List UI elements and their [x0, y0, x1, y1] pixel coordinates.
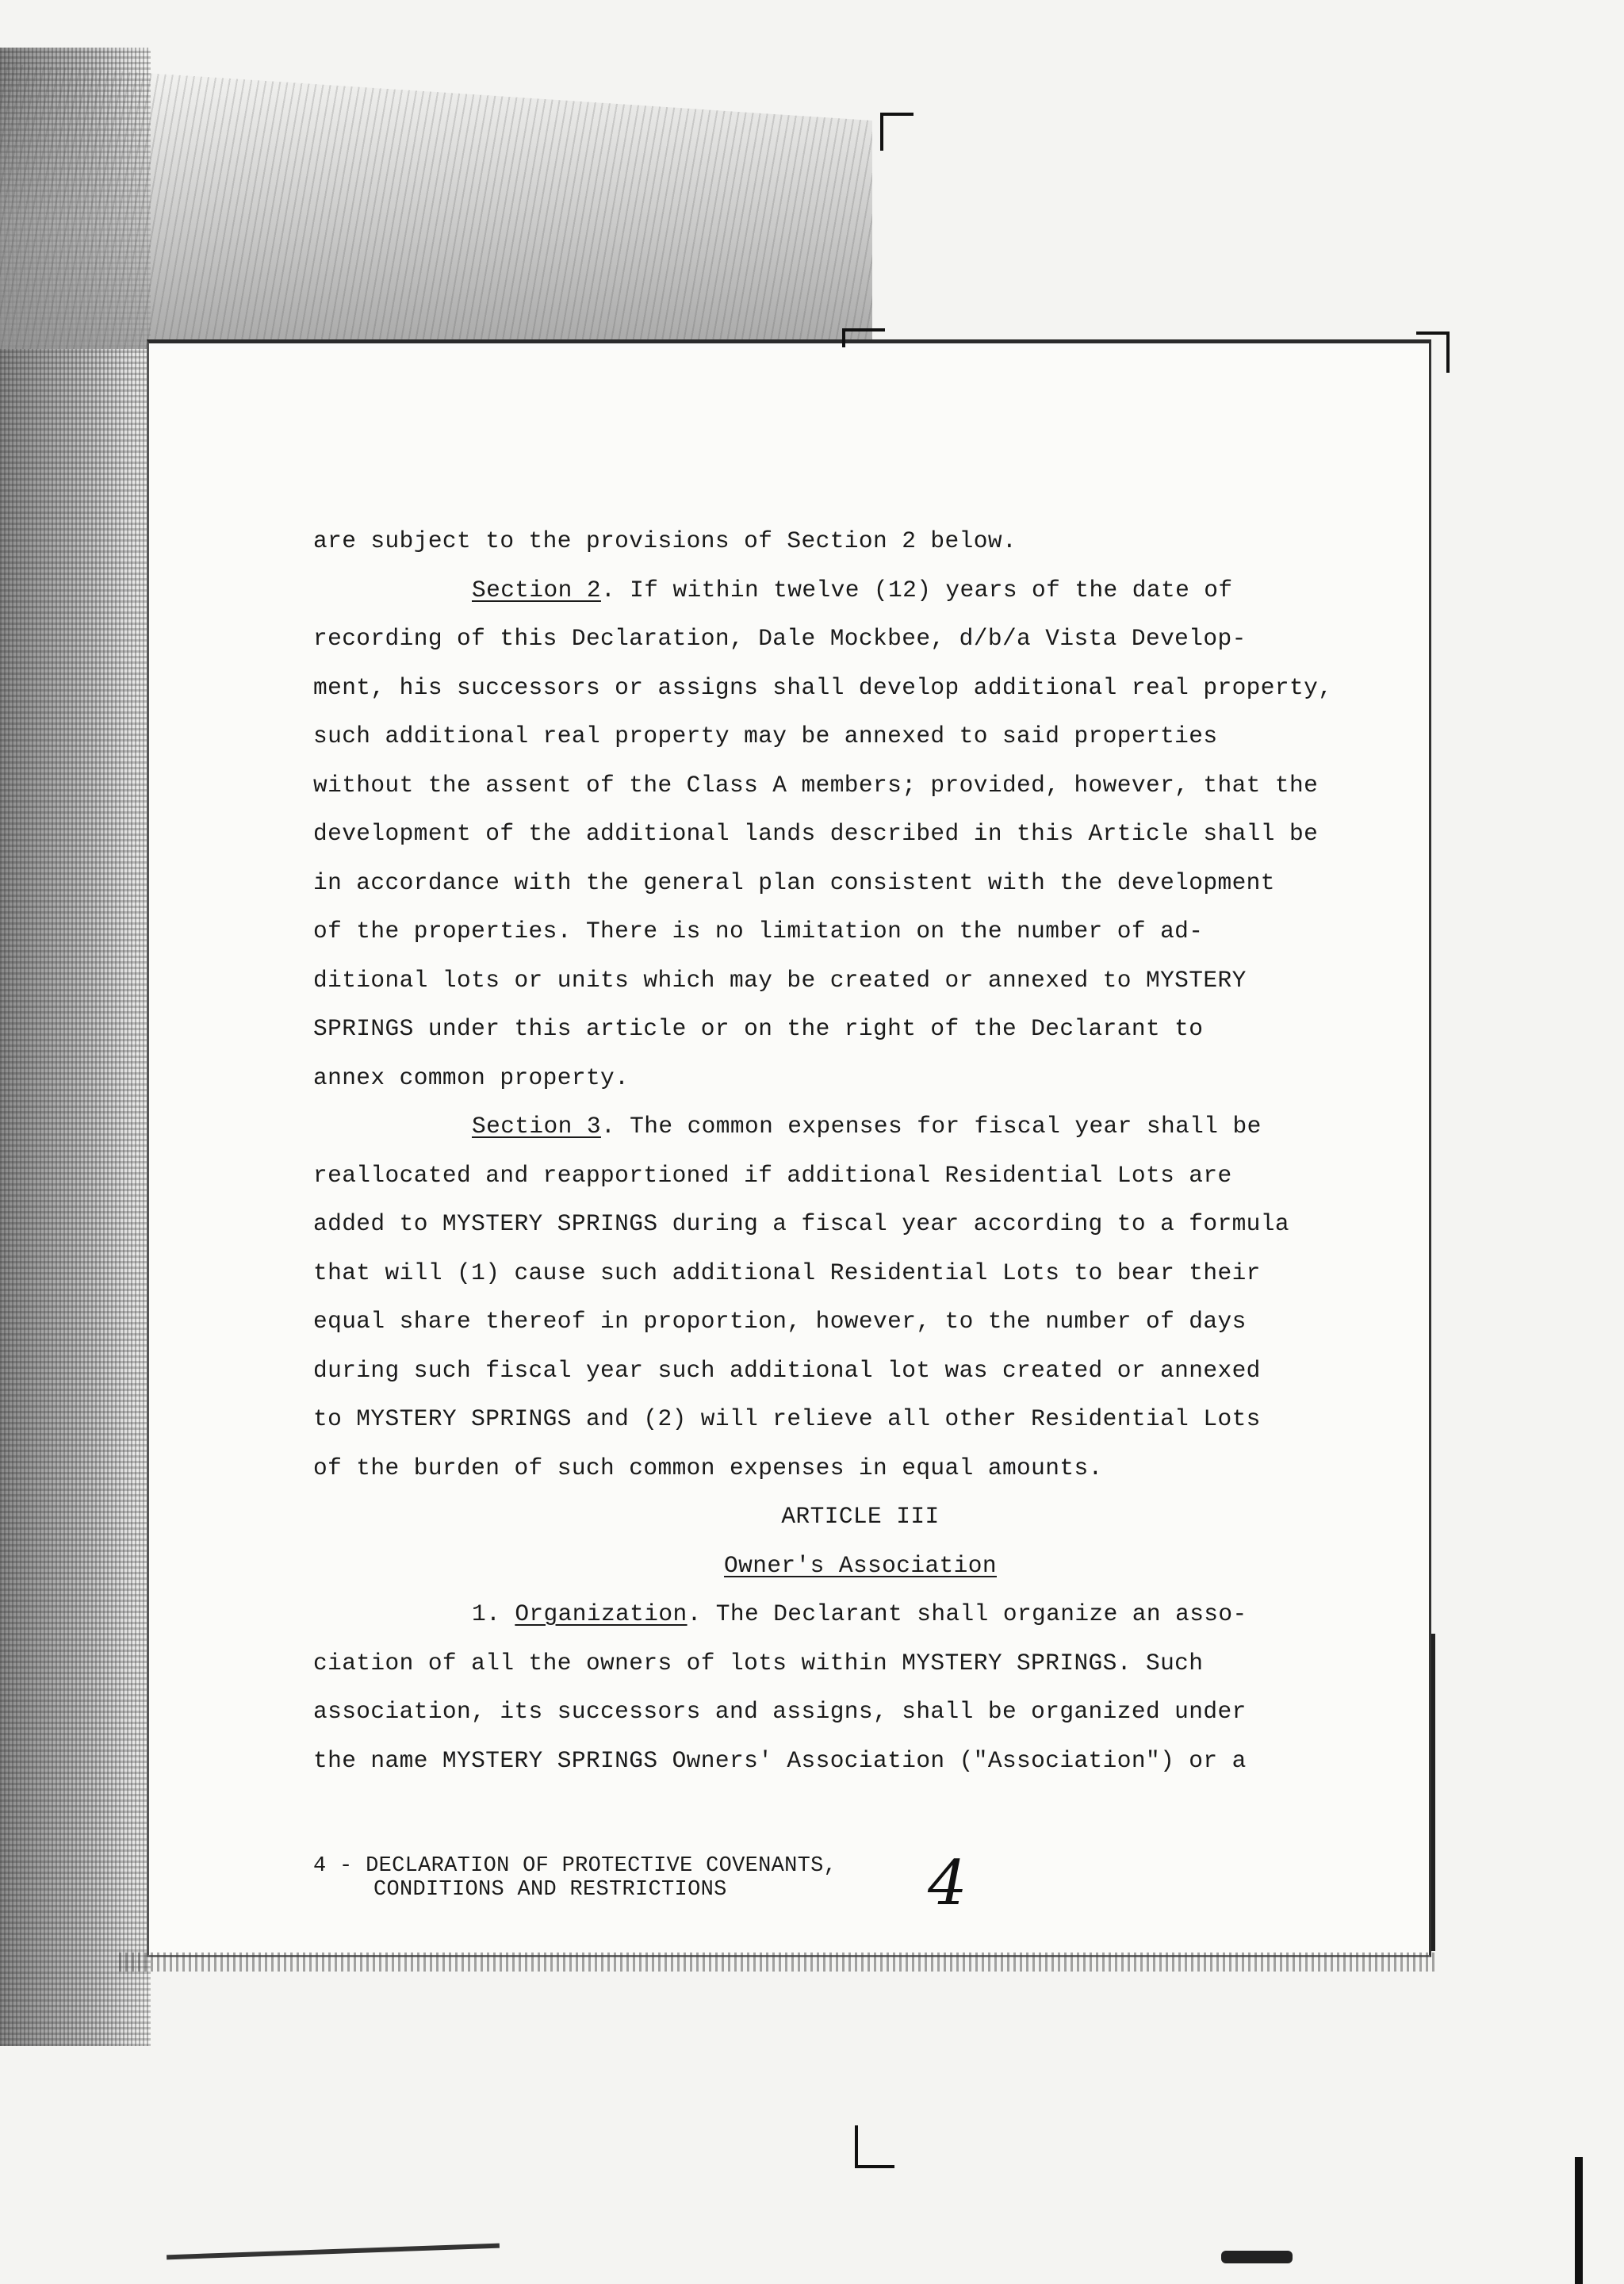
scan-noise-top [0, 63, 872, 349]
footer-title-1: DECLARATION OF PROTECTIVE COVENANTS, [366, 1854, 837, 1878]
body-line: during such fiscal year such additional lot was created or annexed [313, 1356, 1261, 1384]
body-line: equal share thereof in proportion, however, to the number of days [313, 1308, 1247, 1335]
body-line: association, its successors and assigns, shall be organized under [313, 1698, 1247, 1725]
body-line: of the properties. There is no limitation on the number of ad- [313, 918, 1204, 945]
scan-edge-bar [1575, 2157, 1583, 2284]
body-line: without the assent of the Class A members; provided, however, that the [313, 771, 1319, 799]
body-line: such additional real property may be annexed to said properties [313, 722, 1218, 749]
body-line: SPRINGS under this article or on the right of the Declarant to [313, 1015, 1204, 1042]
footer-dash: - [339, 1854, 353, 1878]
body-line: If within twelve (12) years of the date of [630, 576, 1233, 604]
body-line: annex common property. [313, 1063, 630, 1091]
page-edge-bar [1431, 1634, 1435, 1951]
section-2-line: Section 2. If within twelve (12) years of the date of [472, 576, 1233, 604]
body-line: in accordance with the general plan consistent with the development [313, 868, 1275, 896]
item-1-heading: Organization [515, 1600, 688, 1627]
scan-noise-bottom [119, 1953, 1435, 1972]
footer-line-1 [313, 1854, 837, 1878]
section-3-heading: Section 3 [472, 1113, 601, 1140]
body-line: ciation of all the owners of lots within MYSTERY SPRINGS. Such [313, 1649, 1204, 1677]
section-2-heading: Section 2 [472, 576, 601, 604]
item-1-number: 1. [472, 1600, 501, 1627]
body-line: the name MYSTERY SPRINGS Owners' Association ("Association") or a [313, 1746, 1247, 1774]
article-subtitle-line [313, 1542, 1408, 1591]
body-line: are subject to the provisions of Section 2 below. [313, 527, 1017, 554]
item-1-line: 1. Organization. The Declarant shall organize an asso- [472, 1600, 1247, 1627]
body-line: added to MYSTERY SPRINGS during a fiscal year according to a formula [313, 1210, 1289, 1237]
body-line: recording of this Declaration, Dale Mockbee, d/b/a Vista Develop- [313, 625, 1247, 652]
body-line: of the burden of such common expenses in equal amounts. [313, 1454, 1103, 1481]
footer-title-2: CONDITIONS AND RESTRICTIONS [373, 1878, 727, 1902]
section-3-line: Section 3. The common expenses for fiscal year shall be [472, 1113, 1262, 1140]
body-line: to MYSTERY SPRINGS and (2) will relieve all other Residential Lots [313, 1405, 1261, 1432]
crop-mark-mid [842, 328, 885, 347]
handwritten-page-number: 4 [928, 1848, 967, 1919]
document-body [313, 517, 1408, 1785]
body-line: that will (1) cause such additional Residential Lots to bear their [313, 1259, 1261, 1286]
article-title: ARTICLE III [781, 1503, 940, 1530]
page-footer [313, 1854, 837, 1902]
body-line: ment, his successors or assigns shall develop additional real property, [313, 673, 1333, 701]
body-line: The common expenses for fiscal year shall be [630, 1113, 1262, 1140]
scan-scrawl [167, 2244, 500, 2260]
body-line: ditional lots or units which may be created or annexed to MYSTERY [313, 966, 1247, 994]
crop-mark-bottom [855, 2125, 894, 2168]
footer-page-number: 4 [313, 1854, 327, 1878]
article-subtitle: Owner's Association [724, 1551, 997, 1579]
crop-mark-top [880, 113, 914, 151]
body-line: reallocated and reapportioned if additional Residential Lots are [313, 1161, 1232, 1189]
crop-mark-top-right [1416, 331, 1450, 373]
body-line: The Declarant shall organize an asso- [715, 1600, 1247, 1627]
scan-blot [1221, 2251, 1293, 2263]
body-line: development of the additional lands described in this Article shall be [313, 820, 1319, 847]
